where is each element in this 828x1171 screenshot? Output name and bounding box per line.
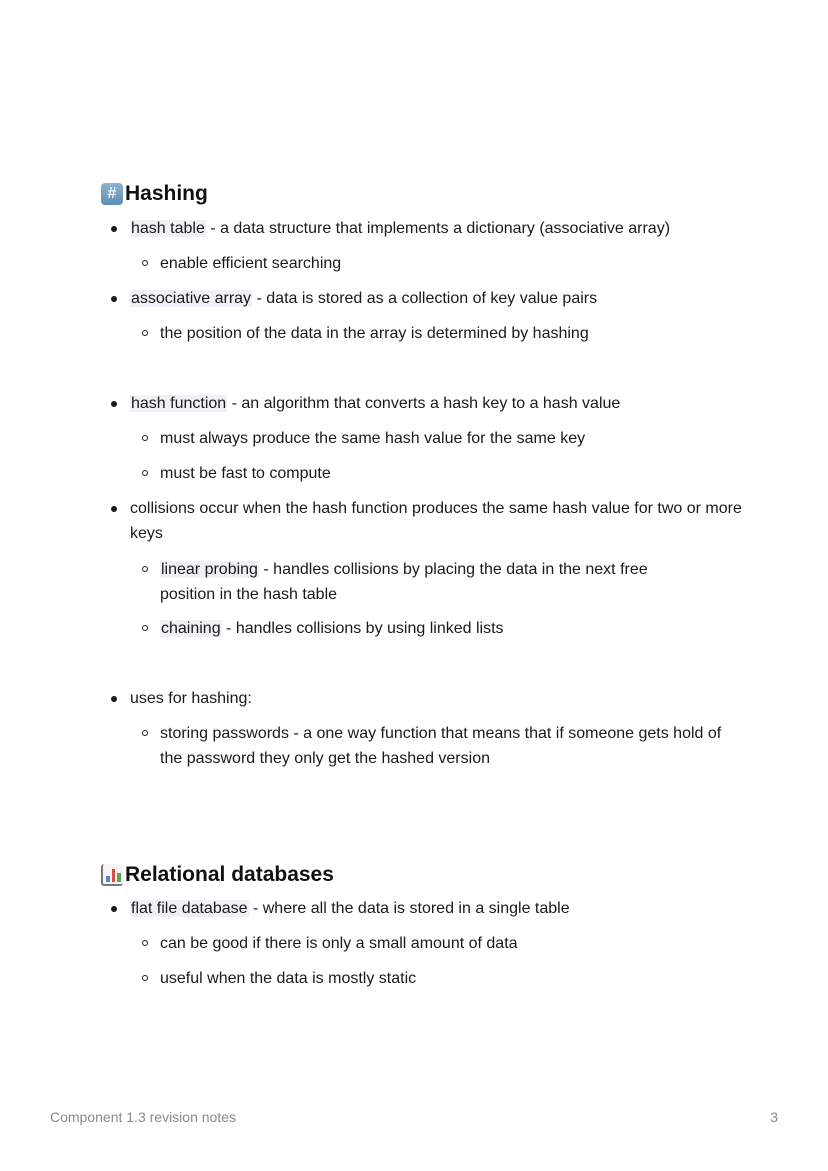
sub-list-item: the position of the data in the array is determined by hashing [160, 321, 750, 346]
list-item: hash table - a data structure that implements a dictionary (associative array) [130, 216, 750, 241]
term-highlight: associative array [131, 290, 252, 307]
list-item: associative array - data is stored as a collection of key value pairs [130, 286, 750, 311]
heading-hashing [101, 181, 208, 207]
sub-list-item: can be good if there is only a small amount of data [160, 931, 750, 956]
list-item: flat file database - where all the data is stored in a single table [130, 896, 750, 921]
sub-list-item: useful when the data is mostly static [160, 966, 750, 991]
term-highlight: linear probing [161, 561, 258, 578]
hash-keycap-icon: # [101, 183, 123, 205]
sub-list-item: chaining - handles collisions by using linked lists [160, 616, 750, 641]
sub-list-item: linear probing - handles collisions by placing the data in the next free position in the hash table [160, 557, 680, 607]
term-highlight: flat file database [131, 900, 248, 917]
sub-list-item: must be fast to compute [160, 461, 750, 486]
term-highlight: hash function [131, 395, 227, 412]
sub-list-item: enable efficient searching [160, 251, 750, 276]
list-item: uses for hashing: [130, 686, 750, 711]
sub-list-item: must always produce the same hash value for the same key [160, 426, 750, 451]
heading-hashing-text: Hashing [125, 182, 208, 205]
term-highlight: chaining [161, 620, 221, 637]
footer-title: Component 1.3 revision notes [50, 1109, 236, 1125]
bar-chart-icon [101, 864, 123, 886]
heading-relational-text: Relational databases [125, 863, 334, 886]
list-item: hash function - an algorithm that converts a hash key to a hash value [130, 391, 750, 416]
heading-relational-databases [101, 862, 334, 888]
list-item: collisions occur when the hash function produces the same hash value for two or more keys [130, 496, 750, 546]
term-highlight: hash table [131, 220, 205, 237]
sub-list-item: storing passwords - a one way function that means that if someone gets hold of the password they only get the hashed version [160, 721, 740, 771]
page-number: 3 [770, 1109, 778, 1125]
